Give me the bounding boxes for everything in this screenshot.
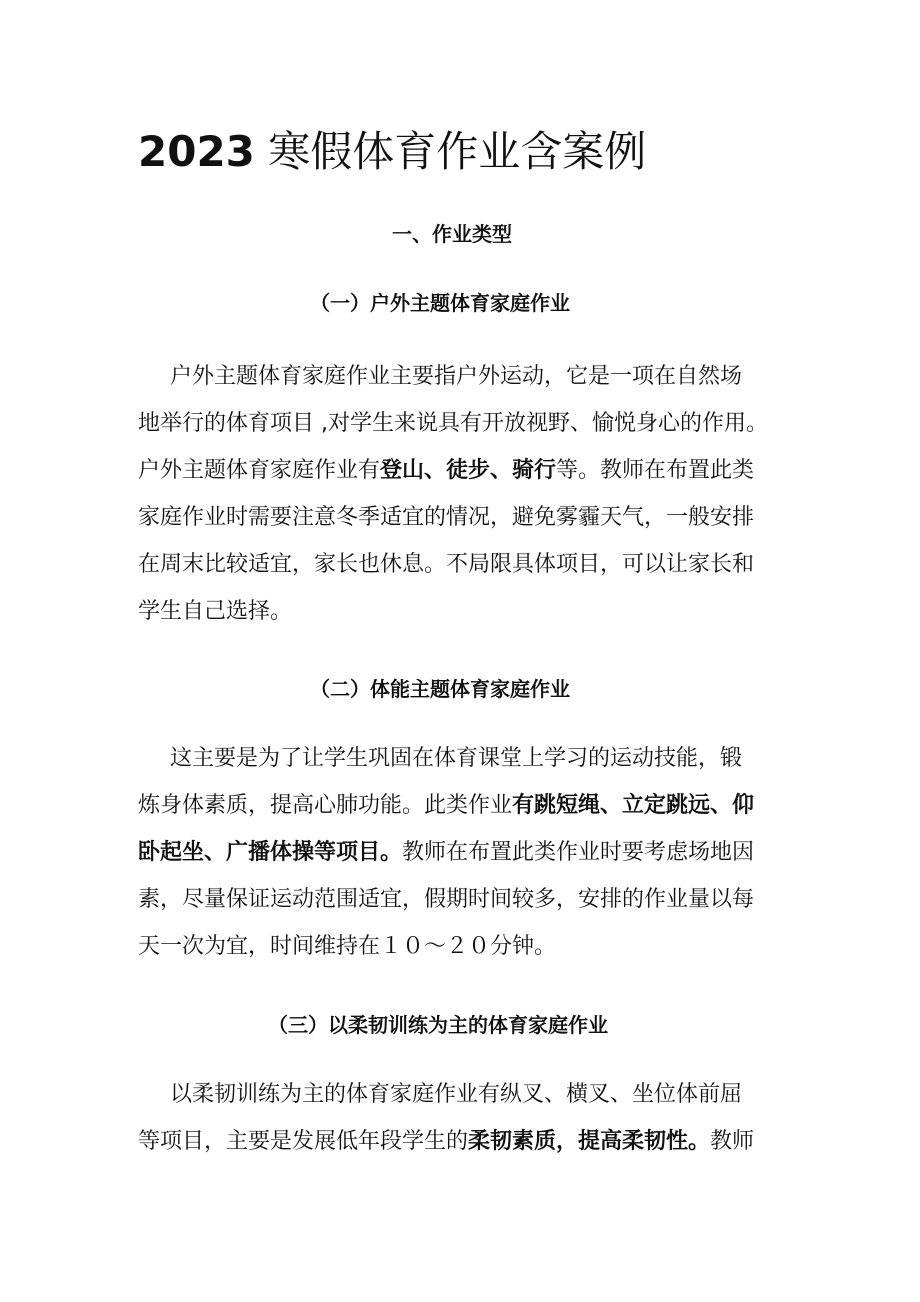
paragraph-line: 家庭作业时需要注意冬季适宜的情况，避免雾霾天气，一般安排 [138, 505, 755, 530]
title-text: 寒假体育作业含案例 [268, 127, 647, 176]
paragraph-line: 卧起坐、广播体操等项目。教师在布置此类作业时要考虑场地因 [138, 840, 755, 865]
subsection-heading-3: （三）以柔韧训练为主的体育家庭作业 [268, 1013, 608, 1037]
paragraph-line: 地举行的体育项目 ,对学生来说具有开放视野、愉悦身心的作用。 [138, 411, 768, 436]
paragraph-line: 在周末比较适宜，家长也休息。不局限具体项目，可以让家长和 [138, 552, 755, 577]
paragraph-line: 素，尽量保证运动范围适宜，假期时间较多，安排的作业量以每 [138, 887, 755, 912]
paragraph-line: 炼身体素质，提高心肺功能。此类作业有跳短绳、立定跳远、仰 [138, 793, 755, 818]
subsection-heading-2: （二）体能主题体育家庭作业 [310, 677, 570, 701]
paragraph-line: 户外主题体育家庭作业主要指户外运动，它是一项在自然场 [170, 364, 743, 389]
section-heading: 一、作业类型 [392, 222, 512, 246]
paragraph-line: 户外主题体育家庭作业有登山、徒步、骑行等。教师在布置此类 [138, 458, 755, 483]
document-title [138, 124, 646, 180]
paragraph-line: 天一次为宜，时间维持在１０～２０分钟。 [138, 934, 557, 959]
title-number: 2023 [138, 127, 255, 176]
paragraph-line: 学生自己选择。 [138, 599, 293, 624]
paragraph-line: 这主要是为了让学生巩固在体育课堂上学习的运动技能，锻 [170, 746, 743, 771]
paragraph-line: 等项目，主要是发展低年段学生的柔韧素质，提高柔韧性。教师 [138, 1129, 755, 1154]
paragraph-line: 以柔韧训练为主的体育家庭作业有纵叉、横叉、坐位体前屈 [170, 1082, 743, 1107]
subsection-heading-1: （一）户外主题体育家庭作业 [310, 291, 570, 315]
